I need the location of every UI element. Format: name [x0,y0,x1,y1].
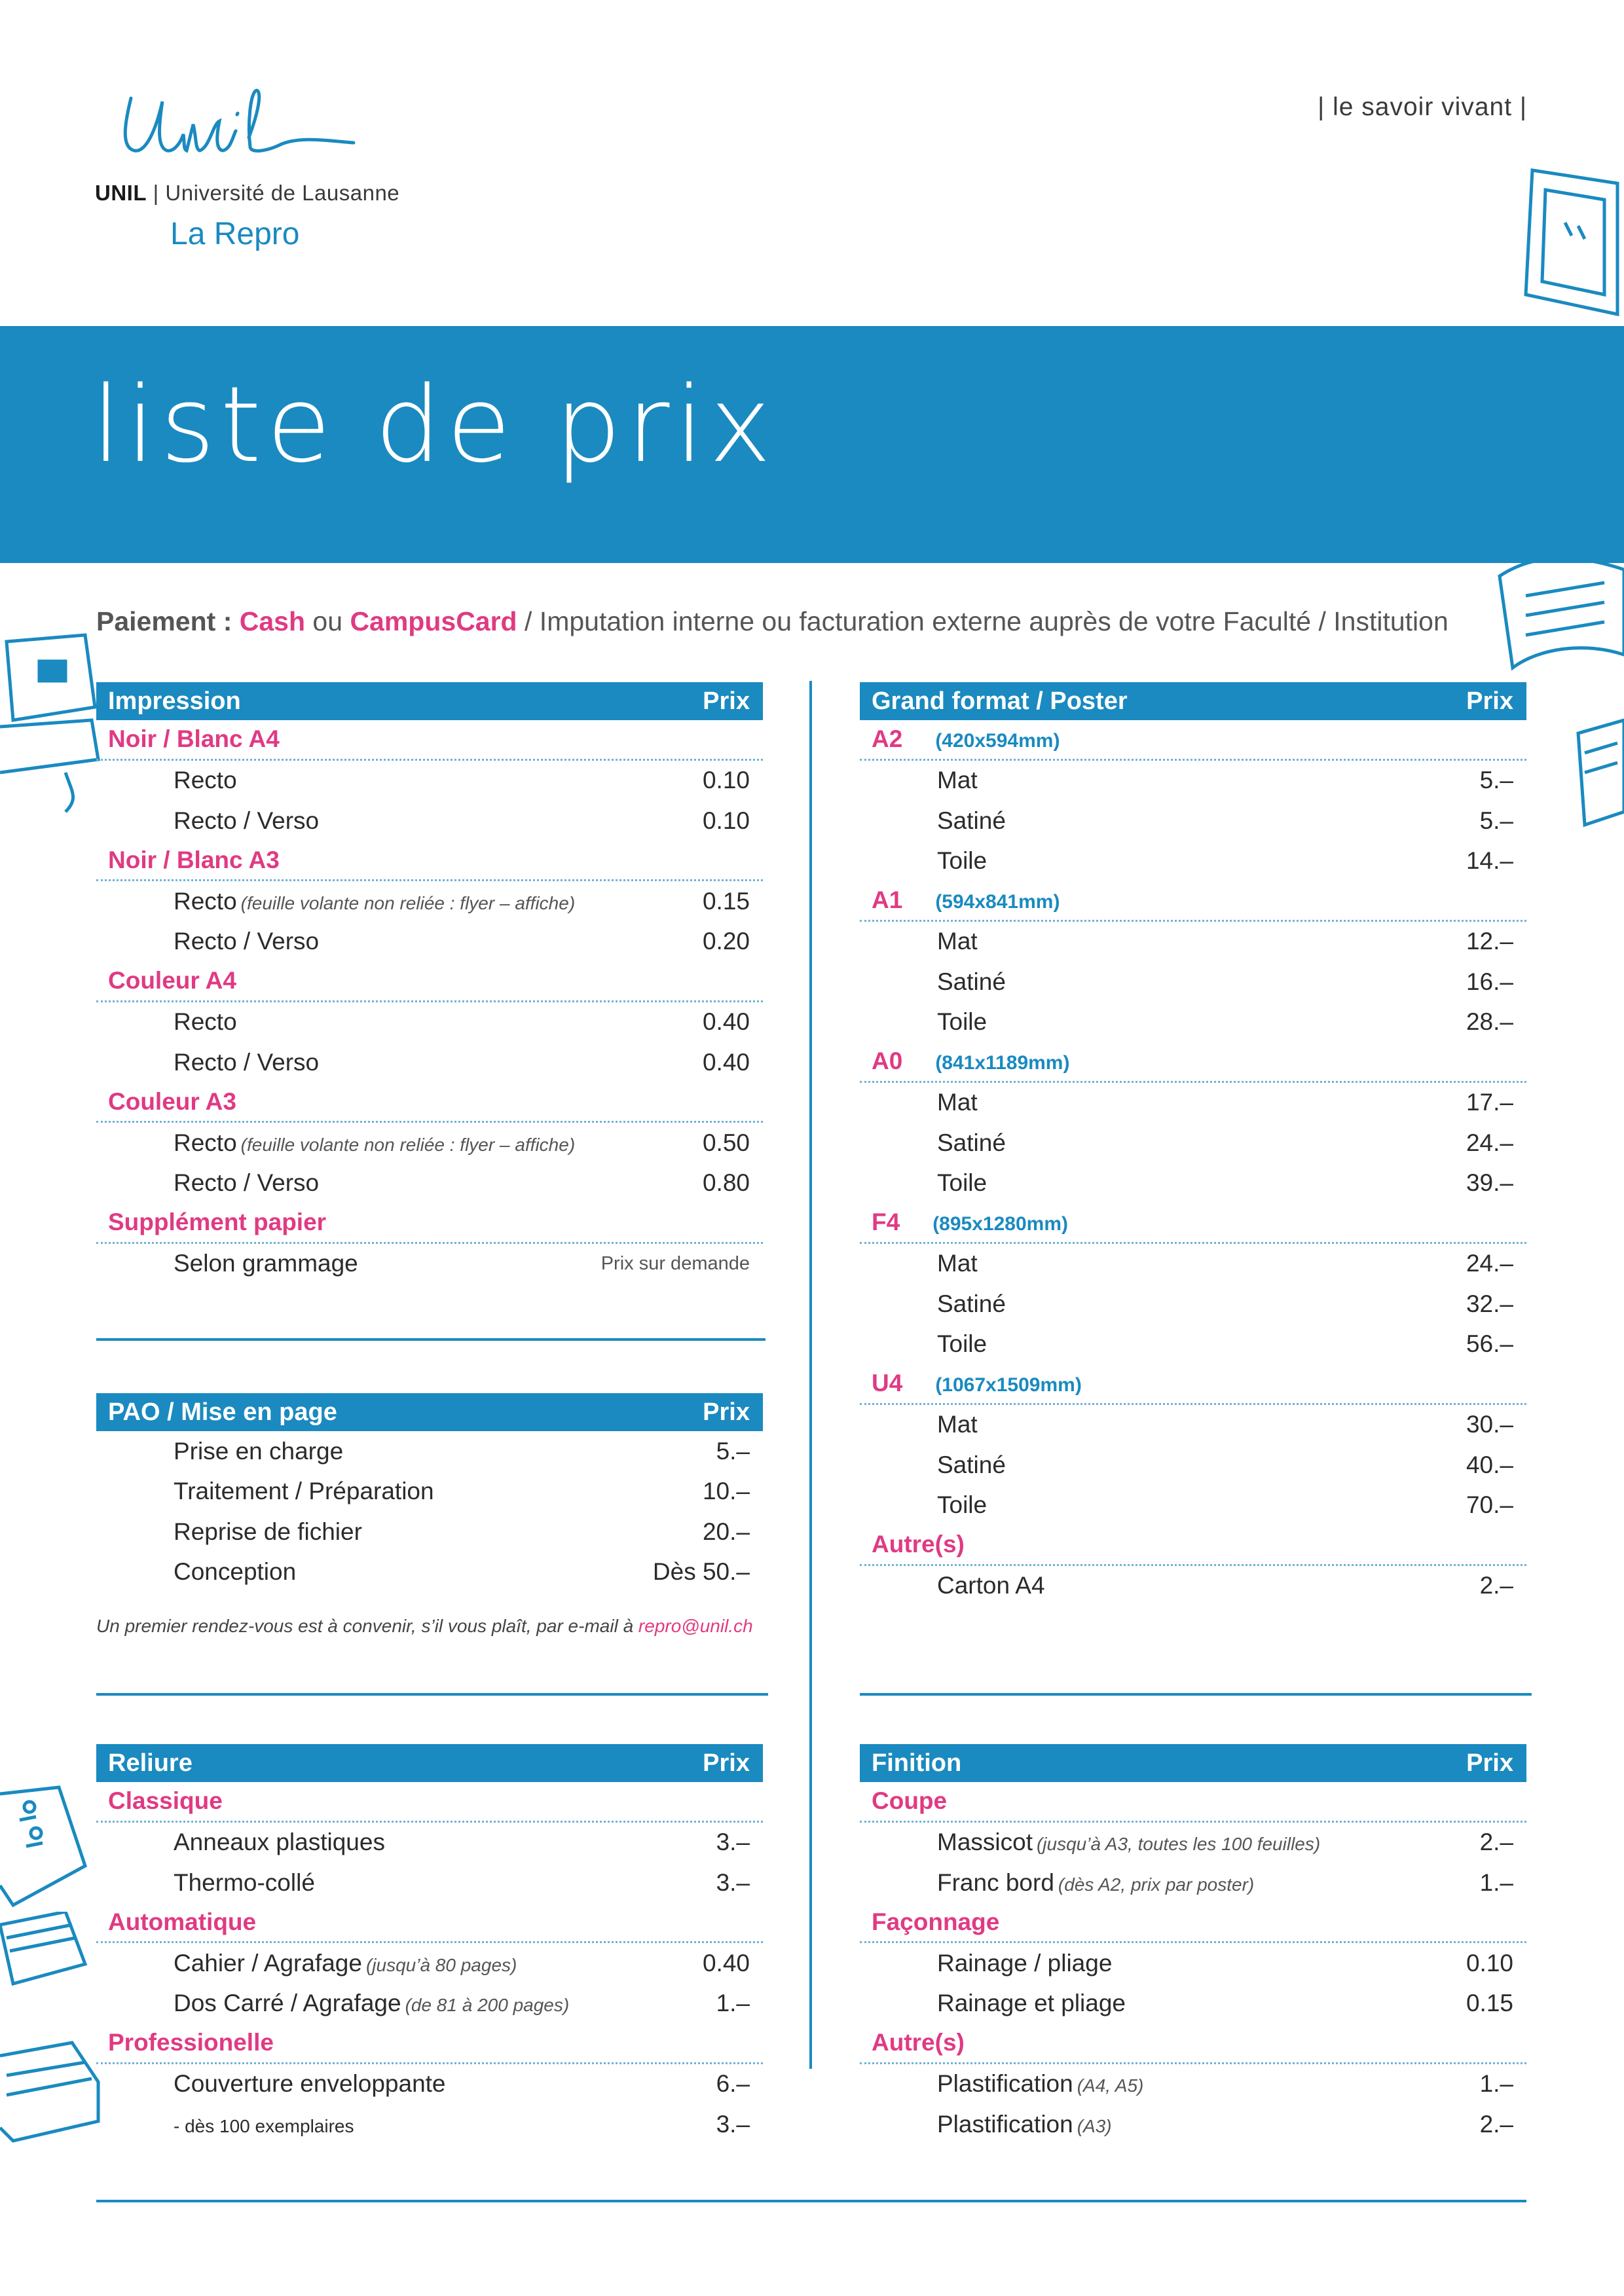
item-label: Recto / Verso [174,1048,320,1076]
price-row [860,1445,1526,1485]
category-heading [860,2024,1526,2064]
binder-icon [0,1781,92,1912]
item-label: Carton A4 [937,1572,1045,1599]
item-label: Toile [937,1008,987,1036]
category-heading [96,1782,763,1823]
format-dimensions: (1067x1509mm) [935,1374,1082,1396]
item-label: Satiné [937,968,1006,995]
item-price: 17.– [1466,1089,1513,1116]
category-label: A1 (594x841mm) [872,886,1060,914]
item-price: 24.– [1466,1250,1513,1277]
category-label: A2 (420x594mm) [872,725,1060,753]
price-row [860,801,1526,841]
item-label: Toile [937,1169,987,1197]
category-heading [860,1782,1526,1823]
category-label: Coupe [872,1787,948,1815]
price-row [860,1324,1526,1365]
item-price: 1.– [716,1990,750,2017]
table-header: Impression Prix [96,682,763,720]
item-price: 3.– [716,2110,750,2138]
price-row [96,2104,763,2145]
price-row [96,801,763,841]
price-row [96,1123,763,1163]
item-price: 0.80 [702,1169,750,1197]
price-row [860,841,1526,882]
item-price: 30.– [1466,1411,1513,1438]
item-label: Dos Carré / Agrafage (de 81 à 200 pages) [174,1990,570,2017]
item-price: 5.– [716,1437,750,1465]
category-label: Professionelle [108,2029,274,2056]
category-heading [860,1525,1526,1566]
item-price: 0.40 [702,1949,750,1977]
price-row [96,1042,763,1083]
item-price: 3.– [716,1829,750,1856]
item-price: Dès 50.– [652,1558,750,1586]
category-label: F4 (895x1280mm) [872,1209,1068,1236]
impression-table [96,682,763,1284]
item-label: Recto / Verso [174,1169,320,1197]
item-price: 2.– [1479,1829,1513,1856]
price-row [96,1472,763,1512]
table-header: Finition Prix [860,1744,1526,1782]
item-note: (dès A2, prix par poster) [1058,1874,1255,1895]
department-name: La Repro [170,217,300,251]
page-title: liste de prix [92,363,777,486]
item-price: 40.– [1466,1451,1513,1478]
item-price: 3.– [716,1868,750,1896]
price-row [860,1943,1526,1984]
item-note: (jusqu’à 80 pages) [365,1954,517,1975]
price-row [860,1083,1526,1123]
item-price: 0.10 [1466,1949,1513,1977]
grand-format-table [860,682,1526,1606]
category-heading [860,1364,1526,1405]
price-row [860,962,1526,1002]
unil-script-logo [111,85,360,177]
item-label: Plastification (A4, A5) [937,2070,1144,2098]
item-price: 0.40 [702,1008,750,1036]
item-price: 12.– [1466,928,1513,955]
category-label: U4 (1067x1509mm) [872,1370,1082,1397]
item-note: (A4, A5) [1077,2075,1144,2096]
table-header: Grand format / Poster Prix [860,682,1526,720]
category-label: Noir / Blanc A4 [108,725,280,753]
item-price: 0.15 [702,887,750,915]
category-heading [96,720,763,761]
price-row [96,1002,763,1043]
price-row [860,1163,1526,1204]
price-row [860,1123,1526,1163]
category-label: Couleur A3 [108,1087,236,1115]
item-label: Mat [937,767,978,794]
price-row [96,1823,763,1863]
item-label: Satiné [937,1451,1006,1478]
item-price: 0.40 [702,1048,750,1076]
category-label: A0 (841x1189mm) [872,1048,1070,1075]
item-price: 0.50 [702,1129,750,1156]
item-label: Massicot (jusqu’à A3, toutes les 100 feuilles) [937,1829,1321,1856]
price-row [860,1485,1526,1526]
item-price: 2.– [1479,1572,1513,1599]
item-price: 1.– [1479,1868,1513,1896]
payment-info: Paiement : Cash ou CampusCard / Imputation interne ou facturation externe auprès de votre Faculté / Institution [96,606,1449,636]
item-label: Prise en charge [174,1437,344,1465]
item-price: 0.20 [702,928,750,955]
format-dimensions: (841x1189mm) [935,1052,1070,1074]
category-heading [860,1203,1526,1244]
item-note: (feuille volante non reliée : flyer – affiche) [240,892,576,913]
bottom-rule [96,2200,1526,2202]
price-row [860,1002,1526,1043]
item-price: 32.– [1466,1290,1513,1317]
category-label: Autre(s) [872,2029,965,2056]
price-row [860,1823,1526,1863]
category-label: Automatique [108,1908,257,1935]
price-row [860,1405,1526,1446]
item-label: Mat [937,928,978,955]
item-price: 14.– [1466,847,1513,875]
item-label: Recto (feuille volante non reliée : flyer – affiche) [174,887,576,915]
book-stack-icon [0,1912,105,2147]
item-label: Plastification (A3) [937,2110,1112,2138]
item-label: Rainage / pliage [937,1949,1113,1977]
category-heading [96,1903,763,1944]
reliure-table [96,1744,763,2145]
price-row [96,1244,763,1285]
category-heading [96,2024,763,2064]
item-label: Recto (feuille volante non reliée : flyer – affiche) [174,1129,576,1156]
item-label: Satiné [937,1129,1006,1156]
item-price: 5.– [1479,767,1513,794]
price-row [96,1431,763,1472]
item-price: 0.10 [702,807,750,834]
item-label: Couverture enveloppante [174,2070,446,2098]
university-name: UNIL | Université de Lausanne [95,181,400,205]
category-heading [96,841,763,882]
category-label: Supplément papier [108,1209,327,1236]
book-icon [1441,347,1624,556]
column-divider [809,681,812,2069]
item-price: 0.15 [1466,1990,1513,2017]
item-label: Satiné [937,1290,1006,1317]
price-row [860,922,1526,962]
item-price: 6.– [716,2070,750,2098]
section-rule [96,1693,768,1696]
category-heading [96,1083,763,1123]
table-header: PAO / Mise en page Prix [96,1393,763,1431]
item-price: 10.– [702,1478,750,1505]
category-heading [860,720,1526,761]
pao-footnote: Un premier rendez-vous est à convenir, s’il vous plaît, par e-mail à repro@unil.ch [96,1616,753,1636]
price-row [860,1984,1526,2024]
category-heading [96,1203,763,1244]
category-label: Classique [108,1787,223,1815]
item-price: 5.– [1479,807,1513,834]
item-label: Mat [937,1250,978,1277]
item-label: Mat [937,1411,978,1438]
item-note: (feuille volante non reliée : flyer – affiche) [240,1134,576,1155]
item-price: 0.10 [702,767,750,794]
format-dimensions: (594x841mm) [935,891,1060,913]
item-price: 24.– [1466,1129,1513,1156]
computer-icon [0,629,105,825]
price-row [96,1984,763,2024]
price-row [96,922,763,962]
price-row [860,1244,1526,1285]
item-label: Thermo-collé [174,1868,315,1896]
item-price: 2.– [1479,2110,1513,2138]
price-row [96,1163,763,1204]
item-label: Rainage et pliage [937,1990,1126,2017]
price-row [96,1512,763,1552]
section-rule [860,1693,1532,1696]
item-price: Prix sur demande [600,1252,750,1274]
item-label: Mat [937,1089,978,1116]
format-dimensions: (420x594mm) [935,730,1060,752]
price-row [860,2104,1526,2145]
item-label: Toile [937,1491,987,1519]
category-heading [860,1903,1526,1944]
price-row [860,1284,1526,1324]
item-label: Conception [174,1558,297,1586]
item-label: Recto / Verso [174,928,320,955]
item-label: Cahier / Agrafage (jusqu’à 80 pages) [174,1949,517,1977]
item-label: Reprise de fichier [174,1518,362,1545]
category-label: Noir / Blanc A3 [108,846,280,873]
item-price: 28.– [1466,1008,1513,1036]
category-label: Façonnage [872,1908,1000,1935]
format-dimensions: (895x1280mm) [932,1213,1068,1235]
item-price: 56.– [1466,1330,1513,1358]
item-note: (A3) [1077,2115,1112,2136]
price-row [96,881,763,922]
finition-table [860,1744,1526,2145]
price-row [96,2064,763,2105]
tagline: | le savoir vivant | [1318,93,1527,121]
item-price: 16.– [1466,968,1513,995]
item-label: Toile [937,847,987,875]
item-label: Satiné [937,807,1006,834]
item-label: Recto [174,1008,237,1036]
item-note: (jusqu’à A3, toutes les 100 feuilles) [1036,1834,1321,1855]
category-label: Couleur A4 [108,967,236,994]
table-header: Reliure Prix [96,1744,763,1782]
price-row [96,1552,763,1593]
item-price: 20.– [702,1518,750,1545]
item-label: Recto [174,767,237,794]
pao-table [96,1393,763,1592]
item-label: Traitement / Préparation [174,1478,434,1505]
item-price: 1.– [1479,2070,1513,2098]
section-rule [96,1338,766,1341]
price-row [860,1566,1526,1607]
item-label: Toile [937,1330,987,1358]
price-row [96,1943,763,1984]
price-row [860,2064,1526,2105]
category-heading [860,1042,1526,1083]
item-label: Franc bord (dès A2, prix par poster) [937,1868,1255,1896]
category-heading [96,962,763,1002]
email-link[interactable]: repro@unil.ch [638,1616,753,1636]
item-label: Recto / Verso [174,807,320,834]
item-note: (de 81 à 200 pages) [405,1995,570,2016]
laptop-icon [1506,164,1624,334]
item-price: 39.– [1466,1169,1513,1197]
price-row [860,761,1526,801]
category-heading [860,881,1526,922]
category-label: Autre(s) [872,1531,965,1558]
price-row [96,761,763,801]
price-row [860,1863,1526,1903]
item-label: - dès 100 exemplaires [174,2115,354,2136]
price-row [96,1863,763,1903]
item-label: Anneaux plastiques [174,1829,385,1856]
item-label: Selon grammage [174,1250,358,1277]
item-price: 70.– [1466,1491,1513,1519]
